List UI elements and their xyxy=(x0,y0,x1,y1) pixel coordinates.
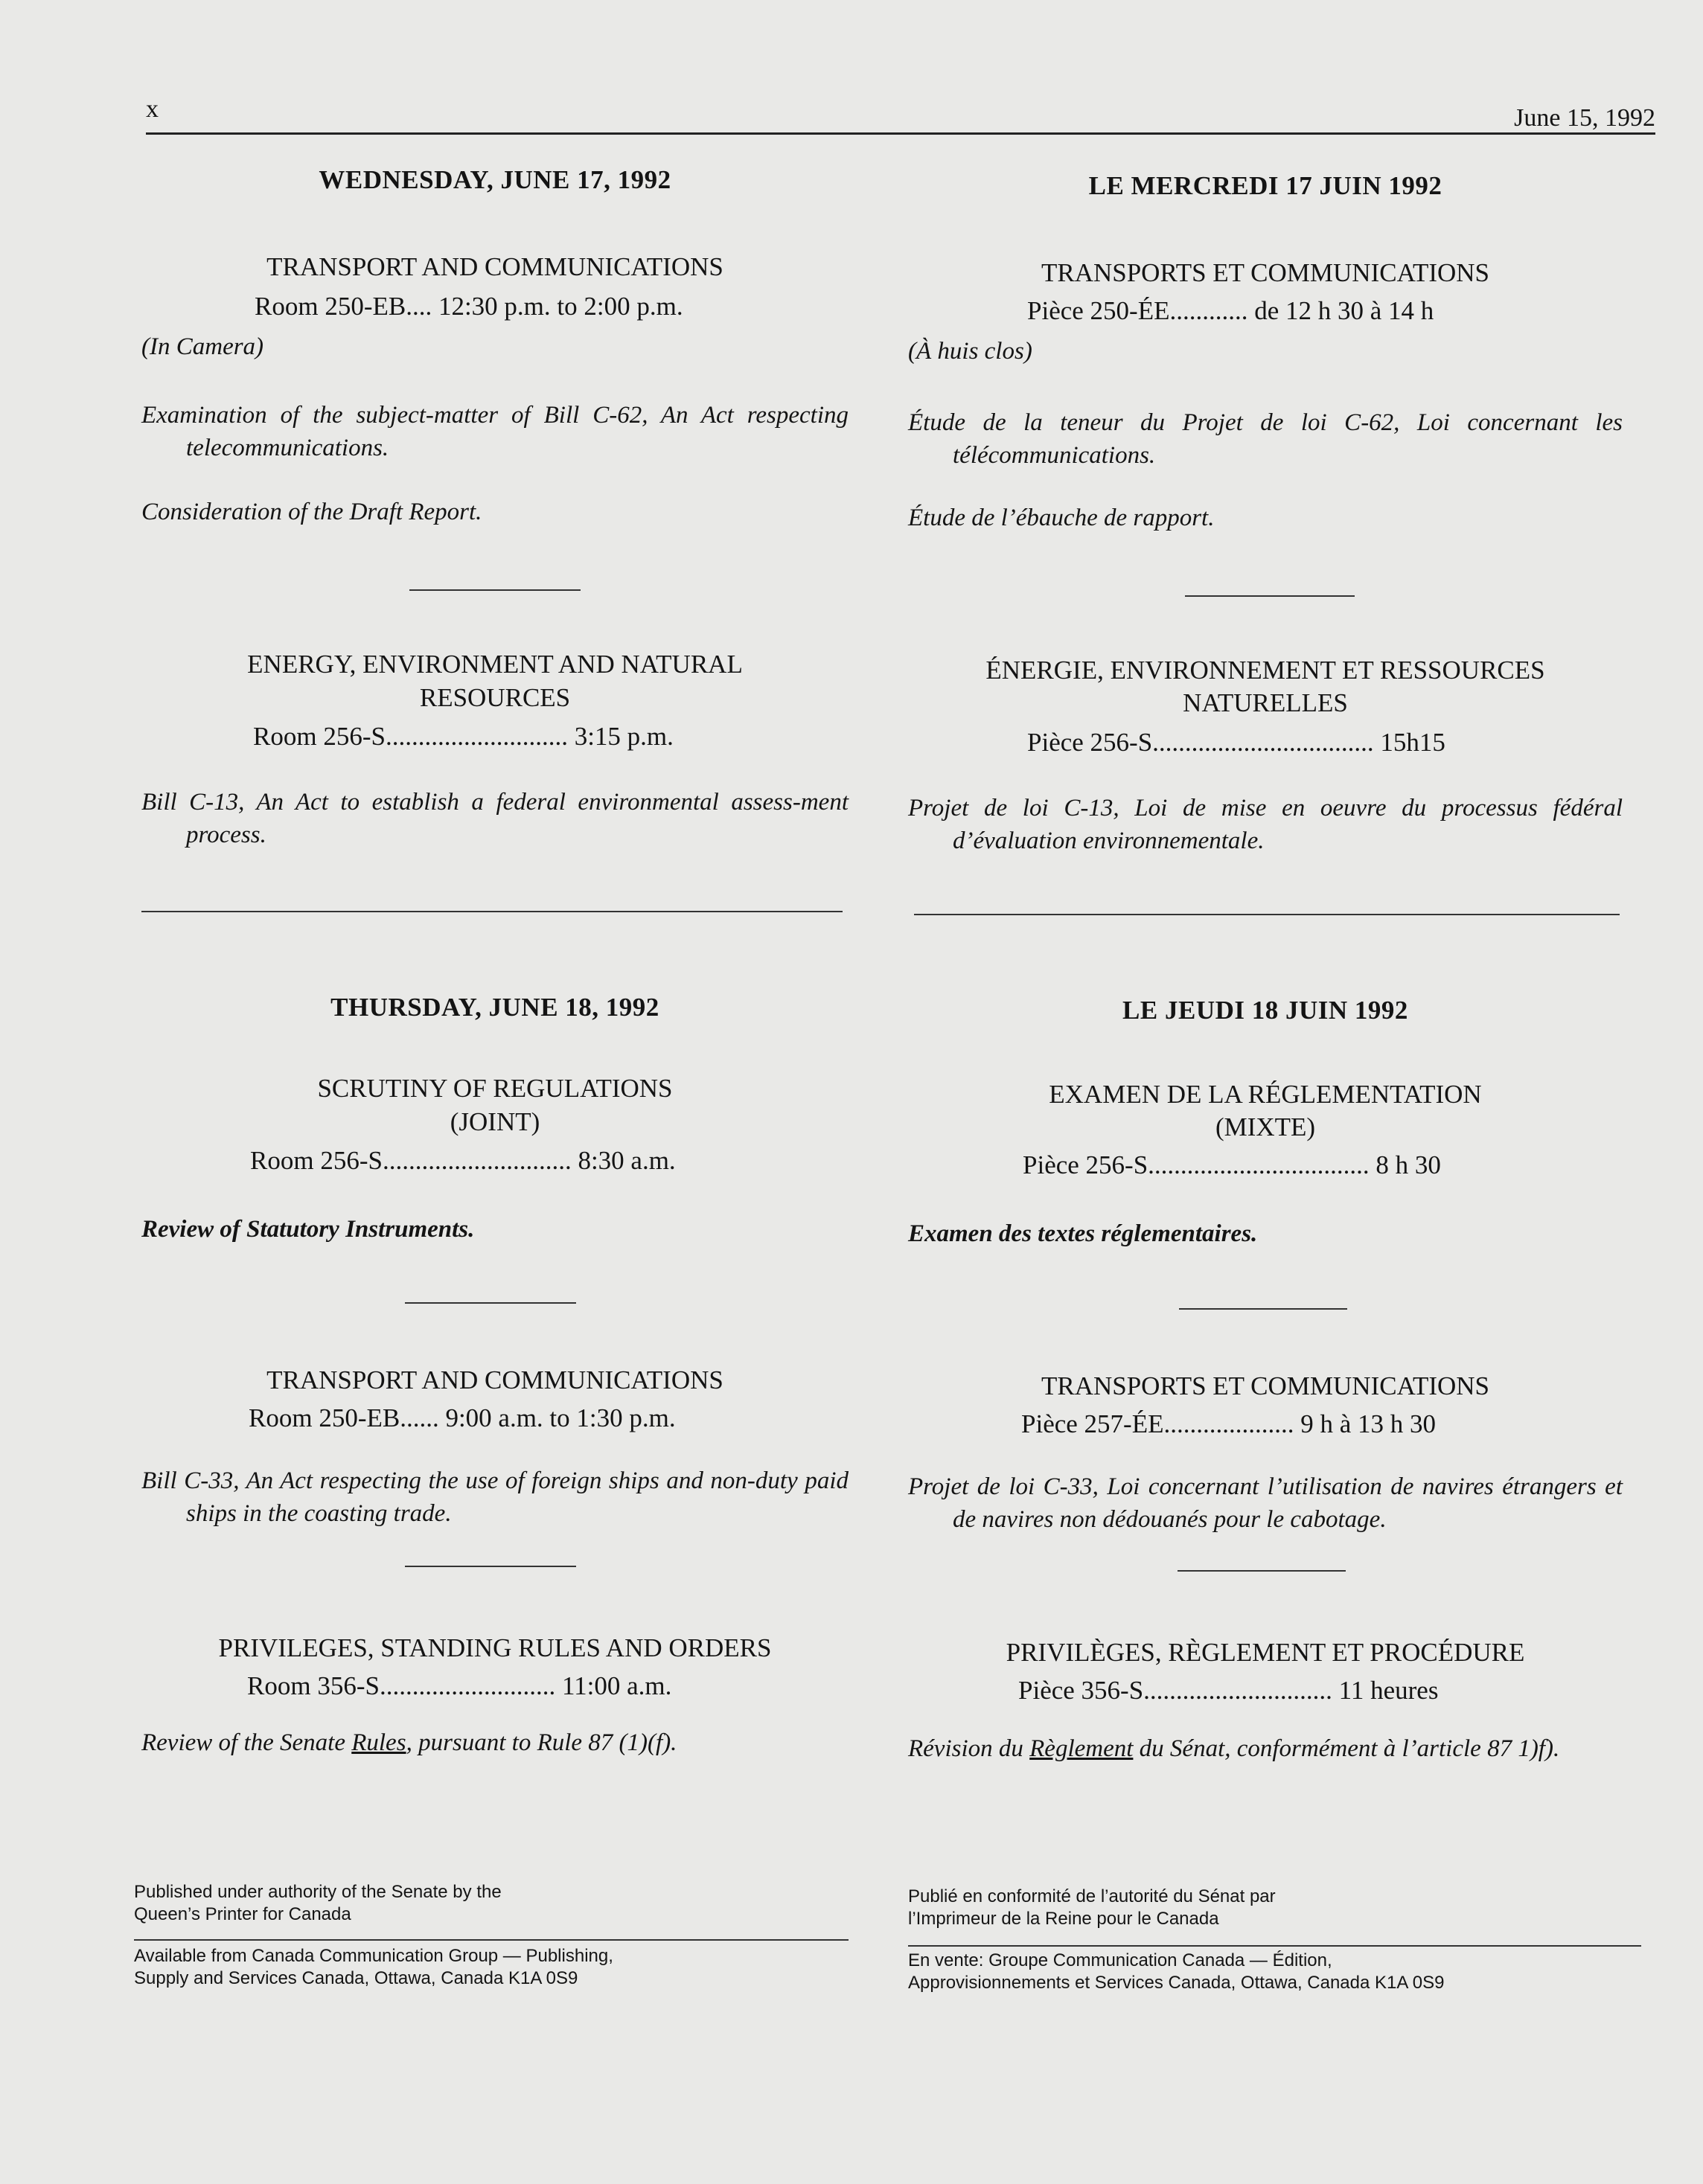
section-divider xyxy=(1179,1308,1347,1310)
section-divider xyxy=(409,589,581,591)
committee-title: ÉNERGIE, ENVIRONNEMENT ET RESSOURCES xyxy=(985,656,1545,685)
header-rule xyxy=(146,132,1655,135)
agenda-item: Review of Statutory Instruments. xyxy=(141,1216,475,1243)
committee-title: PRIVILEGES, STANDING RULES AND ORDERS xyxy=(218,1633,772,1662)
committee-title: NATURELLES xyxy=(1183,688,1348,717)
agenda-item: Bill C-13, An Act to establish a federal environmental assess-ment process. xyxy=(141,789,849,848)
availability-line: Available from Canada Communication Group — Publishing, xyxy=(134,1946,613,1966)
day-heading-thursday: THURSDAY, JUNE 18, 1992 xyxy=(330,993,659,1022)
agenda-item: Étude de la teneur du Projet de loi C-62, Loi concernant les télécommunications. xyxy=(908,409,1623,469)
agenda-item-text: Révision du xyxy=(908,1735,1030,1762)
agenda-item: Examination of the subject-matter of Bill C-62, An Act respecting telecommunications. xyxy=(141,402,849,461)
publication-line: l’Imprimeur de la Reine pour le Canada xyxy=(908,1909,1219,1929)
availability-line: Approvisionnements et Services Canada, Ottawa, Canada K1A 0S9 xyxy=(908,1973,1445,1993)
section-divider xyxy=(1185,595,1355,597)
page-date: June 15, 1992 xyxy=(1514,104,1655,132)
section-divider xyxy=(405,1566,576,1567)
agenda-item: Bill C-33, An Act respecting the use of foreign ships and non-duty paid ships in the coasting trade. xyxy=(141,1467,849,1527)
agenda-item xyxy=(141,1726,849,1759)
meeting-room-time: Pièce 250-ÉE............ de 12 h 30 à 14 h xyxy=(1027,296,1434,325)
meeting-room-time: Pièce 356-S............................. 11 heures xyxy=(1018,1676,1439,1705)
section-divider xyxy=(1178,1570,1346,1572)
agenda-item xyxy=(908,1732,1623,1765)
publication-line: Queen’s Printer for Canada xyxy=(134,1904,351,1924)
committee-title: RESOURCES xyxy=(419,683,571,712)
committee-title: ENERGY, ENVIRONMENT AND NATURAL xyxy=(247,650,743,679)
agenda-item: Étude de l’ébauche de rapport. xyxy=(908,505,1215,531)
day-divider xyxy=(141,911,843,912)
committee-title: (JOINT) xyxy=(450,1107,540,1136)
committee-title: PRIVILÈGES, RÈGLEMENT ET PROCÉDURE xyxy=(1006,1638,1525,1667)
section-divider xyxy=(405,1302,576,1304)
availability-line: Supply and Services Canada, Ottawa, Canada K1A 0S9 xyxy=(134,1968,578,1988)
meeting-room-time: Room 356-S........................... 11:00 a.m. xyxy=(247,1671,672,1700)
day-heading-mercredi: LE MERCREDI 17 JUIN 1992 xyxy=(1088,171,1442,200)
publication-line: Publié en conformité de l’autorité du Sénat par xyxy=(908,1886,1276,1906)
agenda-item: Projet de loi C-13, Loi de mise en oeuvre du processus fédéral d’évaluation environnementale. xyxy=(908,795,1623,854)
meeting-room-time: Room 250-EB...... 9:00 a.m. to 1:30 p.m. xyxy=(249,1403,676,1432)
meeting-room-time: Room 250-EB.... 12:30 p.m. to 2:00 p.m. xyxy=(255,292,683,321)
day-divider xyxy=(914,914,1620,915)
meeting-room-time: Pièce 256-S.................................. 15h15 xyxy=(1027,728,1445,757)
committee-title: TRANSPORT AND COMMUNICATIONS xyxy=(266,252,723,281)
availability-line: En vente: Groupe Communication Canada — Édition, xyxy=(908,1950,1332,1970)
day-heading-wednesday: WEDNESDAY, JUNE 17, 1992 xyxy=(319,165,671,194)
committee-title: (MIXTE) xyxy=(1215,1112,1316,1141)
committee-title: SCRUTINY OF REGULATIONS xyxy=(317,1074,673,1103)
meeting-note: (À huis clos) xyxy=(908,338,1032,365)
committee-title: TRANSPORT AND COMMUNICATIONS xyxy=(266,1365,723,1394)
publication-notice xyxy=(908,1886,1276,1930)
agenda-item: Consideration of the Draft Report. xyxy=(141,499,482,525)
availability-notice xyxy=(134,1945,613,1990)
reglement-reference: Règlement xyxy=(1029,1735,1134,1762)
agenda-item: Examen des textes réglementaires. xyxy=(908,1220,1258,1247)
page-number: x xyxy=(146,95,159,123)
agenda-item: Projet de loi C-33, Loi concernant l’utilisation de navires étrangers et de navires non dédouanés pour le cabotage. xyxy=(908,1473,1623,1533)
rules-reference: Rules xyxy=(351,1729,406,1756)
availability-notice xyxy=(908,1950,1444,1994)
committee-title: TRANSPORTS ET COMMUNICATIONS xyxy=(1041,1371,1490,1400)
meeting-room-time: Pièce 256-S.................................. 8 h 30 xyxy=(1023,1150,1441,1179)
meeting-note: (In Camera) xyxy=(141,333,264,360)
footer-rule xyxy=(134,1939,849,1941)
committee-title: EXAMEN DE LA RÉGLEMENTATION xyxy=(1049,1080,1482,1109)
publication-notice xyxy=(134,1881,502,1926)
agenda-item-text: du Sénat, conformément à l’article 87 1)f). xyxy=(1133,1735,1560,1762)
footer-rule xyxy=(908,1945,1641,1947)
meeting-room-time: Room 256-S............................. 8:30 a.m. xyxy=(250,1146,676,1175)
meeting-room-time: Room 256-S............................ 3:15 p.m. xyxy=(253,722,674,751)
publication-line: Published under authority of the Senate by the xyxy=(134,1882,502,1902)
agenda-item-text: , pursuant to Rule 87 (1)(f). xyxy=(406,1729,677,1756)
day-heading-jeudi: LE JEUDI 18 JUIN 1992 xyxy=(1122,996,1408,1025)
committee-title: TRANSPORTS ET COMMUNICATIONS xyxy=(1041,258,1490,287)
agenda-item-text: Review of the Senate xyxy=(141,1729,352,1756)
meeting-room-time: Pièce 257-ÉE.................... 9 h à 13 h 30 xyxy=(1021,1409,1436,1438)
